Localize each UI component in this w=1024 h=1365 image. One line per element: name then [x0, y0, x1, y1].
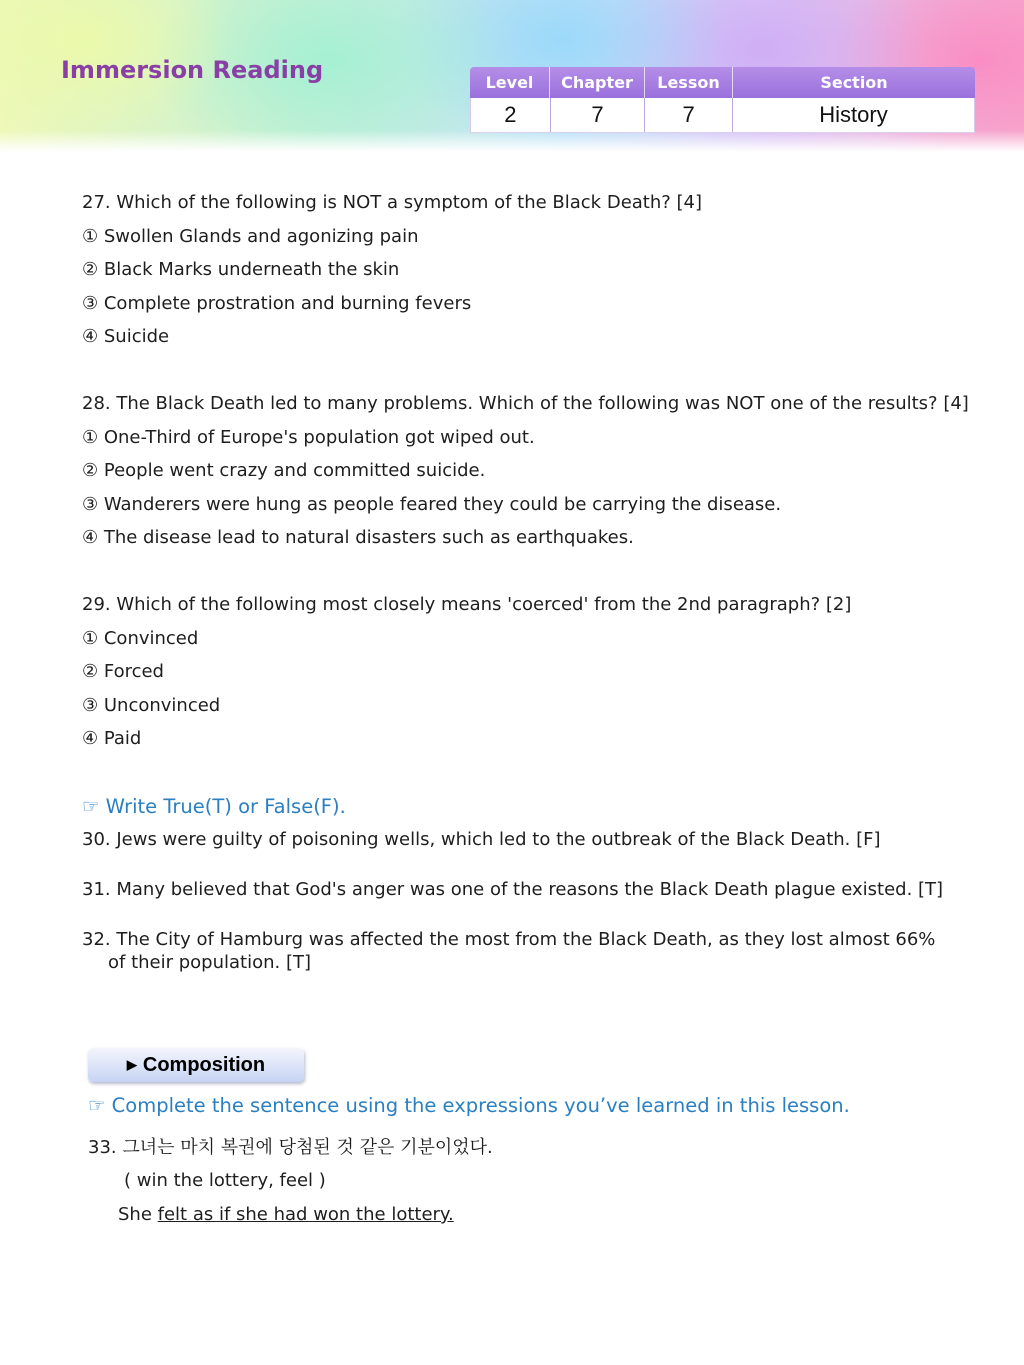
- lesson-info-header: [470, 67, 975, 98]
- composition-question: 33. 그녀는 마치 복권에 당첨된 것 같은 기분이었다.: [88, 1137, 493, 1158]
- option-2: ② Black Marks underneath the skin: [82, 259, 400, 280]
- worksheet-content: [82, 186, 969, 974]
- option-3: ③ Unconvinced: [82, 694, 221, 716]
- option-1: ① One-Third of Europe's population got wiped out.: [82, 426, 535, 448]
- true-false-instruction: ☞ Write True(T) or False(F).: [82, 794, 346, 818]
- level-value: 2: [471, 98, 551, 132]
- option-4: ④ Paid: [82, 728, 142, 749]
- composition-answer: felt as if she had won the lottery.: [157, 1204, 454, 1225]
- question-29: [82, 588, 962, 756]
- composition-hint: ( win the lottery, feel ): [124, 1170, 326, 1191]
- composition-answer-line: [118, 1198, 988, 1232]
- tf-item-31: 31. Many believed that God's anger was one of the reasons the Black Death plague existed. [T]: [82, 878, 944, 900]
- question-text: 27. Which of the following is NOT a symptom of the Black Death? [4]: [82, 192, 703, 213]
- option-2: ② People went crazy and committed suicide.: [82, 460, 486, 481]
- option-4: ④ The disease lead to natural disasters such as earthquakes.: [82, 527, 634, 548]
- lesson-value: 7: [645, 98, 733, 132]
- tf-item-32: 32. The City of Hamburg was affected the most from the Black Death, as they lost almost 66% of their population. [T]: [82, 928, 936, 973]
- answer-prefix: She: [118, 1204, 158, 1225]
- option-2: ② Forced: [82, 661, 164, 682]
- question-27: [82, 186, 962, 354]
- section-value: History: [819, 102, 888, 127]
- chapter-value: 7: [551, 98, 646, 132]
- option-1: ① Convinced: [82, 627, 199, 649]
- play-triangle-icon: ▶: [126, 1057, 137, 1072]
- header-banner: [0, 0, 1024, 152]
- question-28: [82, 387, 969, 555]
- composition-button[interactable]: [88, 1048, 304, 1082]
- level-label: Level: [470, 67, 550, 98]
- question-text: 29. Which of the following most closely means 'coerced' from the 2nd paragraph? [2]: [82, 594, 852, 615]
- composition-instruction: ☞ Complete the sentence using the expressions you’ve learned in this lesson.: [88, 1094, 850, 1117]
- question-text: 28. The Black Death led to many problems. Which of the following was NOT one of the results? [4]: [82, 393, 969, 414]
- composition-label: Composition: [142, 1053, 266, 1076]
- lesson-info-table: [470, 67, 975, 133]
- section-label: Section: [820, 73, 888, 92]
- option-3: ③ Complete prostration and burning fevers: [82, 292, 472, 314]
- lesson-info-values: [470, 98, 975, 133]
- option-1: ① Swollen Glands and agonizing pain: [82, 225, 419, 247]
- chapter-label: Chapter: [550, 67, 645, 98]
- option-4: ④ Suicide: [82, 326, 170, 347]
- lesson-label: Lesson: [645, 67, 733, 98]
- composition-section: [88, 1091, 988, 1232]
- tf-item-30: 30. Jews were guilty of poisoning wells, which led to the outbreak of the Black Death. [F]: [82, 828, 881, 850]
- option-3: ③ Wanderers were hung as people feared they could be carrying the disease.: [82, 493, 782, 515]
- app-logo: Immersion Reading: [61, 56, 324, 84]
